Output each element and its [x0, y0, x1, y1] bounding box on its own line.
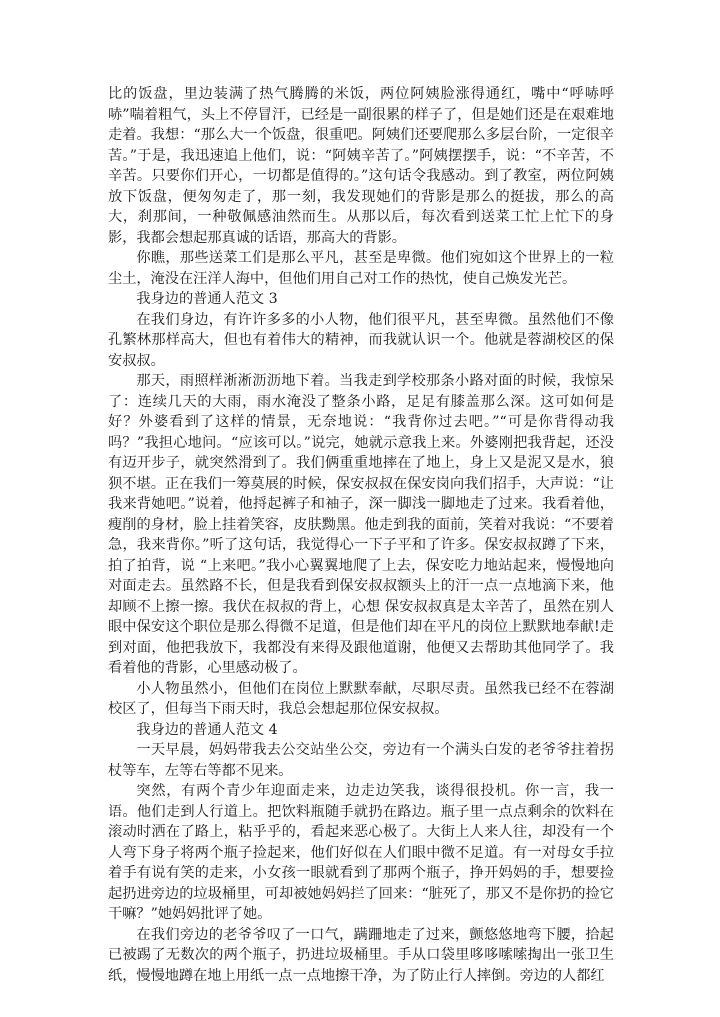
paragraph: 突然，有两个青少年迎面走来，边走边笑我，谈得很投机。你一言，我一语。他们走到人行道上。把饮料瓶随手就扔在路边。瓶子里一点点剩余的饮料在滚动时洒在了路上，粘乎乎的，看起来恶心极了。大街上人来人往，却没有一个人弯下身子将两个瓶子捡起来，他们好似在人们眼中微不足道。有一对母女手拉着手有说有笑的走来，小女孩一眼就看到了那两个瓶子，挣开妈妈的手，想要捡起扔进旁边的垃圾桶里，可却被她妈妈拦了回来：“脏死了，那又不是你扔的捡它干嘛？”她妈妈批评了她。 [108, 783, 614, 922]
paragraph: 在我们旁边的老爷爷叹了一口气，蹒跚地走了过来，颤悠悠地弯下腰，拾起已被踢了无数次的两个瓶子，扔进垃圾桶里。手从口袋里哆哆嗦嗦掏出一张卫生纸，慢慢地蹲在地上用纸一点一点地擦干净，为了防止行人摔倒。旁边的人都红 [108, 926, 614, 984]
section-heading: 我身边的普通人范文 3 [136, 291, 278, 307]
paragraph: 比的饭盘，里边装满了热气腾腾的米饭，两位阿姨脸涨得通红，嘴中“呼哧呼哧”喘着粗气，头上不停冒汗，已经是一副很累的样子了，但是她们还是在艰难地走着。我想：“那么大一个饭盘，很重吧。阿姨们还要爬那么多层台阶，一定很辛苦。”于是，我迅速追上他们，说：“阿姨辛苦了。”阿姨摆摆手，说：“不辛苦，不辛苦。只要你们开心，一切都是值得的。”这句话令我感动。到了教室，两位阿姨放下饭盘，便匆匆走了，那一刻，我发现她们的背影是那么的挺拔，那么的高大，刹那间，一种敬佩感油然而生。从那以后，每次看到送菜工忙上忙下的身影，我都会想起那真诚的话语，那高大的背影。 [108, 86, 614, 246]
paragraph: 那天，雨照样淅淅沥沥地下着。当我走到学校那条小路对面的时候，我惊呆了：连续几天的大雨，雨水淹没了整条小路，足足有膝盖那么深。这可如何是好？外婆看到了这样的情景，无奈地说：“我背你过去吧。”“可是你背得动我吗？”我担心地问。“应该可以。”说完，她就示意我上来。外婆刚把我背起，还没有迈开步子，就突然滑到了。我们俩重重地摔在了地上，身上又是泥又是水，狼狈不堪。正在我们一筹莫展的时候，保安叔叔在保安岗向我们招手，大声说：“让我来背她吧。”说着，他捋起裤子和袖子，深一脚浅一脚地走了过来。我看着他，瘦削的身材，脸上挂着笑容，皮肤黝黑。他走到我的面前，笑着对我说：“不要着急，我来背你。”听了这句话，我觉得心一下子平和了许多。保安叔叔蹲了下来，拍了拍背，说 “上来吧。”我小心翼翼地爬了上去，保安吃力地站起来，慢慢地向对面走去。虽然路不长，但是我看到保安叔叔额头上的汗一点一点地滴下来，他却顾不上擦一擦。我伏在叔叔的背上，心想 保安叔叔真是太辛苦了，虽然在别人眼中保安这个职位是那么得微不足道，但是他们却在平凡的岗位上默默地奉献!走到对面，他把我放下，我都没有来得及跟他道谢，他便又去帮助其他同学了。我看着他的背影，心里感动极了。 [108, 373, 614, 676]
section-heading: 我身边的普通人范文 4 [136, 721, 278, 738]
paragraph: 小人物虽然小，但他们在岗位上默默奉献，尽职尽责。虽然我已经不在蓉湖校区了，但每当下雨天时，我总会想起那位保安叔叔。 [108, 680, 614, 717]
document-page [108, 84, 614, 986]
paragraph: 你瞧，那些送菜工们是那么平凡，甚至是卑微。他们宛如这个世界上的一粒尘土，淹没在汪洋人海中，但他们用自己对工作的热忱，使自己焕发光芒。 [108, 250, 614, 287]
paragraph: 在我们身边，有许许多多的小人物，他们很平凡，甚至卑微。虽然他们不像孔繁林那样高大，但也有着伟大的精神，而我就认识一个。他就是蓉湖校区的保安叔叔。 [108, 311, 614, 369]
paragraph: 一天早晨，妈妈带我去公交站坐公交，旁边有一个满头白发的老爷爷拄着拐杖等车，左等右等都不见来。 [108, 742, 614, 779]
